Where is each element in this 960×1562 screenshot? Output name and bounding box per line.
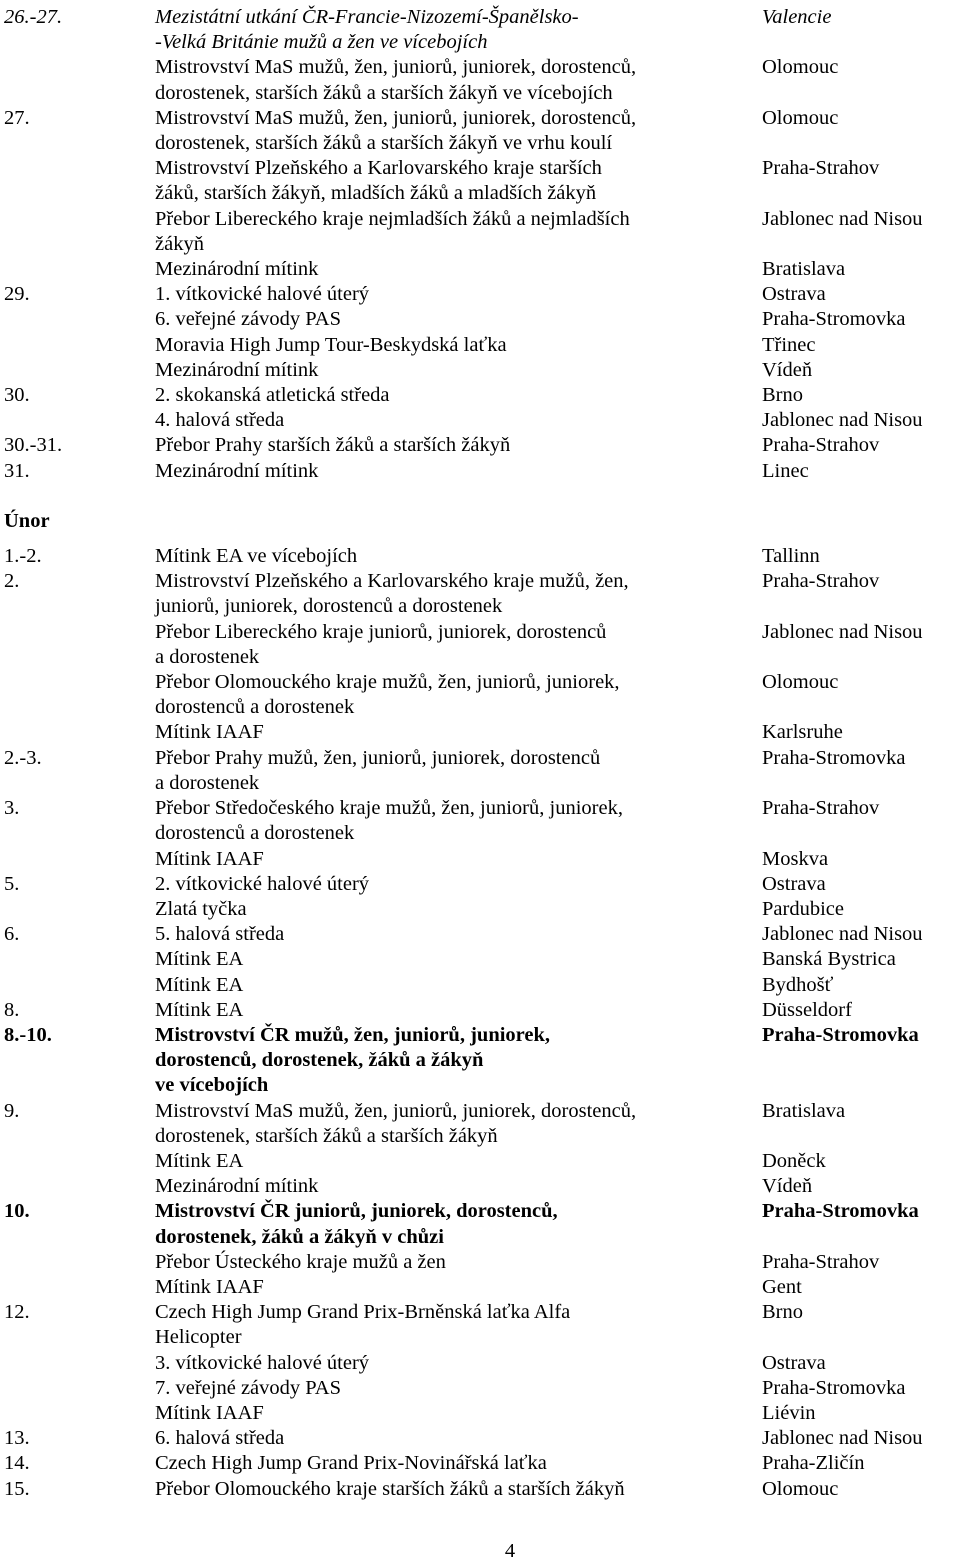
event-name: 2. vítkovické halové úterý (155, 872, 370, 895)
event-place (762, 771, 960, 796)
event-place (762, 131, 960, 156)
event-place: Praha-Stromovka (762, 308, 906, 331)
event-name: Mistrovství ČR juniorů, juniorek, dorostenců, (155, 1200, 558, 1223)
event-place: Gent (762, 1275, 802, 1298)
event-place: Valencie (762, 6, 832, 28)
event-name: dorostenek, žáků a žákyň v chůzi (155, 1225, 444, 1248)
event-place: Bratislava (762, 1099, 846, 1122)
event-place: Doněck (762, 1149, 826, 1172)
schedule-row (0, 81, 960, 106)
schedule-row (0, 1048, 960, 1073)
event-place: Praha-Strahov (762, 797, 880, 820)
schedule-row (0, 383, 960, 408)
event-date (0, 947, 155, 972)
event-date (0, 1225, 155, 1250)
event-name: Mezinárodní mítink (155, 258, 319, 281)
schedule-row (0, 282, 960, 307)
event-place: Jablonec nad Nisou (762, 409, 923, 432)
event-date (0, 358, 155, 383)
event-date: 1.-2. (4, 545, 42, 568)
event-date: 9. (4, 1099, 20, 1122)
event-date (0, 1174, 155, 1199)
event-name: Mistrovství MaS mužů, žen, juniorů, juniorek, dorostenců, (155, 56, 637, 79)
event-date: 5. (4, 872, 20, 895)
event-date (0, 720, 155, 745)
schedule-row (0, 569, 960, 594)
schedule-row (0, 358, 960, 383)
event-date (0, 620, 155, 645)
event-name: 2. skokanská atletická středa (155, 384, 390, 407)
page-number: 4 (504, 1540, 516, 1562)
event-place: Praha-Strahov (762, 434, 880, 457)
event-date (0, 333, 155, 358)
event-date (0, 257, 155, 282)
event-name: Czech High Jump Grand Prix-Brněnská laťka Alfa (155, 1301, 571, 1324)
event-name: Zlatá tyčka (155, 897, 247, 920)
event-date: 13. (4, 1427, 30, 1450)
schedule-row (0, 594, 960, 619)
event-date: 14. (4, 1452, 30, 1475)
schedule-row (0, 947, 960, 972)
event-name: dorostenek, starších žáků a starších žákyň ve vrhu koulí (155, 132, 613, 155)
event-name: Mistrovství MaS mužů, žen, juniorů, juniorek, dorostenců, (155, 1099, 637, 1122)
schedule-row (0, 1023, 960, 1048)
event-date (0, 1048, 155, 1073)
event-name: 5. halová středa (155, 923, 285, 946)
schedule-row (0, 207, 960, 232)
month-heading-february: Únor (4, 509, 50, 532)
event-name: 1. vítkovické halové úterý (155, 283, 370, 306)
event-place: Třinec (762, 333, 816, 356)
event-date (0, 131, 155, 156)
schedule-row (0, 5, 960, 30)
event-place: Bratislava (762, 258, 846, 281)
schedule-row (0, 746, 960, 771)
event-place: Vídeň (762, 358, 813, 381)
schedule-row (0, 1325, 960, 1350)
event-date (0, 181, 155, 206)
event-place: Jablonec nad Nisou (762, 923, 923, 946)
schedule-row (0, 973, 960, 998)
event-name: Mítink IAAF (155, 1401, 264, 1424)
schedule-row (0, 1401, 960, 1426)
event-date (0, 1073, 155, 1098)
schedule-row (0, 1199, 960, 1224)
event-name: Přebor Olomouckého kraje mužů, žen, juniorů, juniorek, (155, 671, 620, 694)
schedule-row (0, 30, 960, 55)
event-place (762, 81, 960, 106)
section-gap (0, 484, 960, 509)
event-date: 30. (4, 384, 30, 407)
schedule-row (0, 1376, 960, 1401)
event-name: Přebor Prahy starších žáků a starších žákyň (155, 434, 511, 457)
event-place: Bydhošť (762, 973, 834, 996)
event-date (0, 897, 155, 922)
schedule-row (0, 433, 960, 458)
event-place: Linec (762, 459, 809, 482)
event-place (762, 645, 960, 670)
event-name: -Velká Británie mužů a žen ve vícebojích (155, 31, 488, 54)
event-place (762, 1124, 960, 1149)
event-place: Praha-Stromovka (762, 1023, 919, 1046)
event-place: Praha-Stromovka (762, 1376, 906, 1399)
event-date (0, 645, 155, 670)
event-place: Olomouc (762, 671, 839, 694)
event-name: Mítink EA (155, 1149, 244, 1172)
event-place: Praha-Strahov (762, 157, 880, 180)
schedule-row (0, 998, 960, 1023)
event-place (762, 181, 960, 206)
event-name: Mítink IAAF (155, 721, 264, 744)
event-place: Vídeň (762, 1175, 813, 1198)
schedule-row (0, 1275, 960, 1300)
event-date: 27. (4, 106, 30, 129)
schedule-row (0, 1174, 960, 1199)
schedule-row (0, 156, 960, 181)
event-date: 8.-10. (4, 1023, 52, 1046)
event-date (0, 1275, 155, 1300)
event-name: a dorostenek (155, 771, 260, 794)
event-name: dorostenek, starších žáků a starších žákyň ve vícebojích (155, 81, 613, 104)
event-place: Pardubice (762, 897, 844, 920)
event-name: Mezistátní utkání ČR-Francie-Nizozemí-Španělsko- (155, 6, 579, 28)
event-date (0, 30, 155, 55)
schedule-row (0, 847, 960, 872)
event-name: Přebor Ústeckého kraje mužů a žen (155, 1250, 446, 1273)
event-name: Mistrovství ČR mužů, žen, juniorů, juniorek, (155, 1023, 551, 1046)
event-date (0, 207, 155, 232)
event-name: Mítink EA ve vícebojích (155, 545, 358, 568)
event-date (0, 1250, 155, 1275)
event-name: žáků, starších žákyň, mladších žáků a mladších žákyň (155, 182, 597, 205)
event-place: Jablonec nad Nisou (762, 207, 923, 230)
event-name: Czech High Jump Grand Prix-Novinářská laťka (155, 1452, 547, 1475)
event-date (0, 594, 155, 619)
january-schedule (0, 0, 960, 484)
event-place: Ostrava (762, 1351, 826, 1374)
event-name: 6. halová středa (155, 1427, 285, 1450)
schedule-row (0, 1073, 960, 1098)
event-name: Přebor Středočeského kraje mužů, žen, juniorů, juniorek, (155, 797, 623, 820)
schedule-row (0, 670, 960, 695)
event-date (0, 847, 155, 872)
event-name: Přebor Libereckého kraje nejmladších žáků a nejmladších (155, 207, 630, 230)
event-name: dorostenců a dorostenek (155, 696, 355, 719)
event-place: Brno (762, 1301, 803, 1324)
schedule-row (0, 695, 960, 720)
event-date (0, 973, 155, 998)
event-name: Mítink IAAF (155, 847, 264, 870)
event-place: Liévin (762, 1401, 816, 1424)
event-place (762, 695, 960, 720)
schedule-row (0, 459, 960, 484)
schedule-row (0, 645, 960, 670)
schedule-row (0, 307, 960, 332)
event-place (762, 1048, 960, 1073)
event-place: Banská Bystrica (762, 948, 896, 971)
event-name: Helicopter (155, 1326, 242, 1349)
event-date (0, 1325, 155, 1350)
event-name: a dorostenek (155, 645, 260, 668)
event-place (762, 30, 960, 55)
event-date (0, 232, 155, 257)
event-date: 30.-31. (4, 434, 63, 457)
schedule-row (0, 771, 960, 796)
event-date (0, 1351, 155, 1376)
event-place: Olomouc (762, 106, 839, 129)
schedule-row (0, 232, 960, 257)
event-date (0, 695, 155, 720)
event-date (0, 1376, 155, 1401)
event-name: dorostenců a dorostenek (155, 822, 355, 845)
event-place: Praha-Strahov (762, 570, 880, 593)
event-date: 29. (4, 283, 30, 306)
event-place: Olomouc (762, 1477, 839, 1500)
event-place (762, 232, 960, 257)
event-name: dorostenců, dorostenek, žáků a žákyň (155, 1049, 484, 1072)
schedule-row (0, 181, 960, 206)
schedule-row (0, 257, 960, 282)
event-date (0, 821, 155, 846)
event-place (762, 594, 960, 619)
event-date: 3. (4, 797, 20, 820)
event-name: Mítink EA (155, 948, 244, 971)
event-place: Brno (762, 384, 803, 407)
event-place (762, 1225, 960, 1250)
event-name: žákyň (155, 232, 204, 255)
event-date (0, 408, 155, 433)
schedule-row (0, 333, 960, 358)
february-schedule (0, 534, 960, 1502)
event-name: 6. veřejné závody PAS (155, 308, 341, 331)
event-name: Mítink EA (155, 973, 244, 996)
event-name: Přebor Prahy mužů, žen, juniorů, juniorek, dorostenců (155, 746, 601, 769)
event-name: Mezinárodní mítink (155, 1175, 319, 1198)
event-date (0, 1149, 155, 1174)
event-name: Mítink EA (155, 998, 244, 1021)
event-name: 4. halová středa (155, 409, 285, 432)
schedule-row (0, 408, 960, 433)
event-date (0, 1124, 155, 1149)
event-date: 12. (4, 1301, 30, 1324)
event-name: Přebor Libereckého kraje juniorů, juniorek, dorostenců (155, 620, 607, 643)
schedule-row (0, 1426, 960, 1451)
schedule-row (0, 55, 960, 80)
event-date: 2. (4, 570, 20, 593)
event-date: 31. (4, 459, 30, 482)
schedule-row (0, 1300, 960, 1325)
event-date: 10. (4, 1200, 30, 1223)
schedule-row (0, 1451, 960, 1476)
event-name: dorostenek, starších žáků a starších žákyň (155, 1124, 498, 1147)
event-place (762, 1325, 960, 1350)
schedule-row (0, 106, 960, 131)
event-name: 7. veřejné závody PAS (155, 1376, 341, 1399)
event-name: Mistrovství Plzeňského a Karlovarského kraje starších (155, 157, 602, 180)
schedule-row (0, 720, 960, 745)
event-date (0, 1401, 155, 1426)
schedule-row (0, 922, 960, 947)
event-place (762, 821, 960, 846)
event-date (0, 307, 155, 332)
event-name: Mezinárodní mítink (155, 358, 319, 381)
event-place: Jablonec nad Nisou (762, 620, 923, 643)
event-name: Přebor Olomouckého kraje starších žáků a starších žákyň (155, 1477, 625, 1500)
schedule-row (0, 897, 960, 922)
schedule-row (0, 796, 960, 821)
event-name: Moravia High Jump Tour-Beskydská laťka (155, 333, 507, 356)
event-place: Tallinn (762, 545, 820, 568)
event-name: Mistrovství MaS mužů, žen, juniorů, juniorek, dorostenců, (155, 106, 637, 129)
event-date: 2.-3. (4, 746, 42, 769)
event-place (762, 1073, 960, 1098)
event-date (0, 81, 155, 106)
event-place: Praha-Stromovka (762, 746, 906, 769)
event-date (0, 55, 155, 80)
event-date: 26.-27. (4, 6, 63, 28)
schedule-row (0, 872, 960, 897)
event-name: 3. vítkovické halové úterý (155, 1351, 370, 1374)
schedule-row (0, 131, 960, 156)
event-place: Jablonec nad Nisou (762, 1427, 923, 1450)
event-date: 6. (4, 923, 20, 946)
event-place: Praha-Zličín (762, 1452, 865, 1475)
event-date: 8. (4, 998, 20, 1021)
schedule-row (0, 1477, 960, 1502)
event-place: Ostrava (762, 872, 826, 895)
schedule-row (0, 1149, 960, 1174)
schedule-row (0, 821, 960, 846)
event-name: Mistrovství Plzeňského a Karlovarského kraje mužů, žen, (155, 570, 629, 593)
schedule-row (0, 1250, 960, 1275)
event-date: 15. (4, 1477, 30, 1500)
event-place: Moskva (762, 847, 829, 870)
event-place: Düsseldorf (762, 998, 852, 1021)
event-date (0, 670, 155, 695)
event-name: Mezinárodní mítink (155, 459, 319, 482)
event-date (0, 771, 155, 796)
event-name: juniorů, juniorek, dorostenců a dorostenek (155, 595, 503, 618)
schedule-row (0, 1124, 960, 1149)
event-place: Ostrava (762, 283, 826, 306)
schedule-row (0, 544, 960, 569)
event-place: Olomouc (762, 56, 839, 79)
schedule-row (0, 1351, 960, 1376)
event-name: Mítink IAAF (155, 1275, 264, 1298)
event-name: ve vícebojích (155, 1074, 269, 1097)
schedule-row (0, 620, 960, 645)
schedule-row (0, 1225, 960, 1250)
event-place: Praha-Strahov (762, 1250, 880, 1273)
event-place: Karlsruhe (762, 721, 843, 744)
event-place: Praha-Stromovka (762, 1200, 919, 1223)
event-date (0, 156, 155, 181)
schedule-row (0, 1099, 960, 1124)
